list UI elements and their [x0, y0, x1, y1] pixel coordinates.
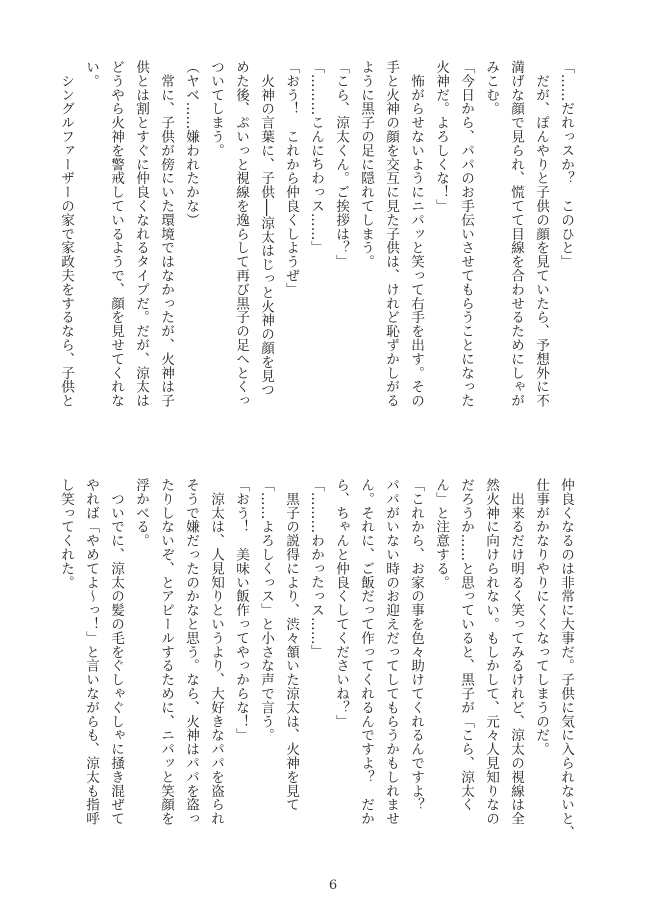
text-line: 「今日から、パパのお手伝いさせてもらうことになった — [458, 60, 474, 408]
text-line: 「おう！ 美味い飯作ってやっからな！」 — [233, 478, 249, 743]
text-line: し笑ってくれた。 — [58, 478, 74, 590]
text-line: 然火神に向けられない。もしかして、元々人見知りなの — [483, 478, 499, 826]
text-line: 「こら、涼太くん。ご挨拶は？」 — [333, 60, 349, 269]
text-line: い。 — [83, 60, 99, 88]
text-line: （ヤベ……嫌われたかな） — [183, 60, 199, 227]
text-line: 出来るだけ明るく笑ってみるけれど、涼太の視線は全 — [508, 478, 524, 826]
text-line: 供とは割とすぐに仲良くなれるタイプだ。だが、涼太は — [133, 60, 149, 408]
text-line: 火神だ。よろしくな！」 — [433, 60, 449, 213]
page-number: 6 — [328, 878, 338, 893]
text-line: 常に、子供が傍にいた環境ではなかったが、火神は子 — [158, 60, 174, 408]
text-line: 涼太は、人見知りというより、大好きなパパを盗られ — [208, 478, 224, 826]
text-line: 火神の言葉に、子供──涼太はじっと火神の顔を見つ — [258, 60, 274, 397]
lower-text-block — [58, 478, 578, 848]
text-line: 手と火神の顔を交互に見た子供は、けれど恥ずかしがる — [383, 60, 399, 408]
text-line: たりしないぞ、とアピールするために、ニパッと笑顔を — [158, 478, 174, 826]
text-line: 「これから、お家の事を色々助けてくれるんですよ？ — [408, 478, 424, 812]
text-line: シングルファーザーの家で家政夫をするなら、子供と — [58, 60, 74, 408]
text-line: ように黒子の足に隠れてしまう。 — [358, 60, 374, 269]
text-line: 「おう！ これから仲良くしようぜ」 — [283, 60, 299, 297]
text-line: 満げな顔で見られ、慌てて目線を合わせるためにしゃが — [508, 60, 524, 408]
text-line: パパがいない時のお迎えだってしてもらうかもしれませ — [383, 478, 399, 826]
text-line: 「………こんにちわっス……」 — [308, 60, 324, 255]
text-line: だろうか……と思っていると、黒子が「こら、涼太く — [458, 478, 474, 812]
text-line: 「……だれっスか？ このひと」 — [558, 60, 574, 269]
text-line: 仲良くなるのは非常に大事だ。子供に気に入られないと、 — [558, 478, 574, 840]
text-line: 「………わかったっス……」 — [308, 478, 324, 659]
text-line: やれば「やめてよ～っ！」と言いながらも、涼太も指呼 — [83, 478, 99, 826]
text-line: 怖がらせないようにニパッと笑って右手を出す。その — [408, 60, 424, 408]
text-line: 黒子の説得により、渋々頷いた涼太は、火神を見て — [283, 478, 299, 812]
text-line: ん。それに、ご飯だって作ってくれるんですよ？ だか — [358, 478, 374, 826]
text-line: ん」と注意する。 — [433, 478, 449, 590]
text-line: ついてしまう。 — [208, 60, 224, 158]
text-line: 仕事がかなりやりにくくなってしまうのだ。 — [533, 478, 549, 756]
text-line: だが、ぽんやりと子供の顔を見ていたら、予想外に不 — [533, 60, 549, 408]
text-line: みこむ。 — [483, 60, 499, 116]
text-line: めた後、ぷいっと視線を逸らして再び黒子の足へとくっ — [233, 60, 249, 408]
upper-text-block — [58, 60, 578, 432]
text-line: どうやら火神を警戒しているようで、顔を見せてくれな — [108, 60, 124, 408]
text-line: 「……よろしくっス」と小さな声で言う。 — [258, 478, 274, 743]
text-line: そうで嫌だったのかなと思う。なら、火神はパパを盗っ — [183, 478, 199, 826]
text-line: ついでに、涼太の髪の毛をぐしゃぐしゃに掻き混ぜて — [108, 478, 124, 826]
text-line: ら、ちゃんと仲良くしてくださいね？」 — [333, 478, 349, 729]
text-line: 浮かべる。 — [133, 478, 149, 548]
